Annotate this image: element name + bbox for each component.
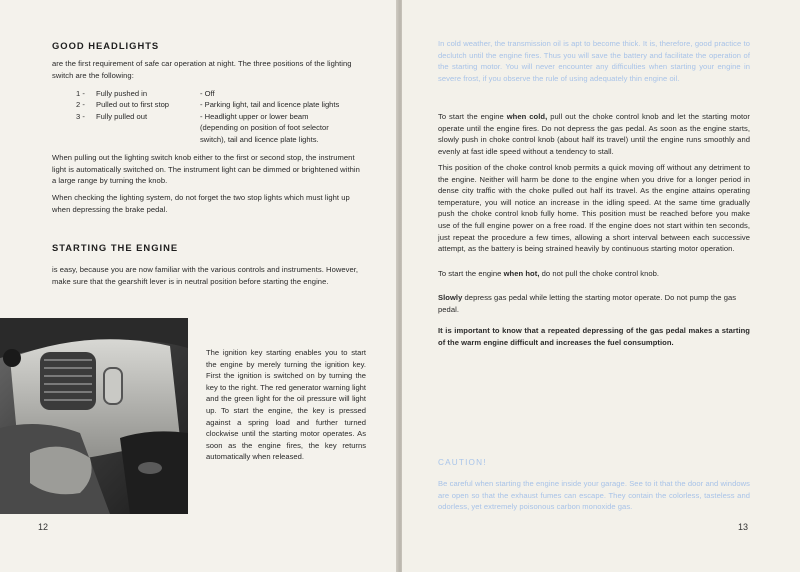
page-number-left: 12 (38, 522, 49, 532)
cold-start-prefix: To start the engine (438, 112, 507, 121)
hot-start-prefix: To start the engine (438, 269, 504, 278)
right-page (402, 0, 800, 572)
choke-paragraph: This position of the choke control knob permits a quick moving off without any detriment to the engine. Neither will harm be done to the engine when you drive for a longer period in dense city traffic with the choke pulled out half its travel. As the engine attains operating temperature, you will notice an increase in the idling speed. At the same time gradually push the choke control knob fully home. This position must be reached before you make use of the full engine power on a free road. If the engine does not start within ten seconds, just repeat the procedure a few times, allowing a short interval between each successive attempt, as the battery is being strained heavily by continuous starting motor operation. (438, 163, 750, 254)
switch-num: 3 - (76, 111, 85, 121)
warning-paragraph: It is important to know that a repeated depressing of the gas pedal makes a starting of the warm engine difficult and increases the fuel consumption. (438, 326, 750, 347)
hot-start-bold: when hot, (503, 269, 540, 278)
slowly-paragraph (438, 292, 750, 315)
slowly-bold: Slowly (438, 293, 463, 302)
dashboard-illustration (0, 318, 188, 514)
page-number-right: 13 (738, 522, 749, 532)
switch-desc: Fully pushed in (96, 89, 148, 98)
photo-caption: The ignition key starting enables you to start the engine by merely turning the ignition key. First the ignition is switched on by turning the key to the right. The red generator warning light and the green light for the oil pressure will light up. To start the engine, the key is pressed against a spring load and further turned clockwise until the starting motor operates. As soon as the engine fires, the key returns automatically when released. (206, 348, 366, 462)
switch-num: 1 - (76, 89, 85, 98)
left-page (0, 0, 398, 572)
switch-desc: Fully pulled out (96, 111, 148, 121)
switch-result: - Parking light, tail and licence plate lights (200, 100, 340, 110)
instrument-light-text: When pulling out the lighting switch knob either to the first or second stop, the instrument light is automatically switched on. The instrument light can be dimmed or brightened within a large range by turning the knob. (52, 153, 360, 186)
slowly-rest: depress gas pedal while letting the starting motor operate. Do not pump the gas pedal. (438, 293, 737, 314)
headlights-heading: GOOD HEADLIGHTS (52, 40, 160, 51)
stop-lights-text: When checking the lighting system, do not forget the two stop lights which must light up when depressing the brake pedal. (52, 193, 350, 214)
dashboard-photo (0, 318, 188, 514)
caution-title: CAUTION! (438, 458, 487, 467)
switch-result: - Off (200, 89, 215, 98)
switch-num: 2 - (76, 100, 85, 110)
cold-start-rest: pull out the choke control knob and let the starting motor operate until the engine fires. Do not depress the gas pedal. As soon as the engine starts, slowly push in choke control knob (about half its travel) until the engine runs smoothly and evenly at fast idle speed without a tendency to stall. (438, 112, 750, 156)
cold-start-bold: when cold, (506, 112, 548, 121)
hot-start-rest: do not pull the choke control knob. (539, 269, 660, 278)
hot-start-paragraph (438, 268, 750, 280)
cold-weather-note: In cold weather, the transmission oil is apt to become thick. It is, therefore, good practice to declutch until the engine fires. Thus you will save the battery and facilitate the operation of the starting motor. You will never encounter any difficulties when starting your engine in severe frost, if you observe the rule of using adequately thin engine oil. (438, 39, 750, 83)
starting-intro: is easy, because you are now familiar with the various controls and instruments. However, make sure that the gearshift lever is in neutral position before starting the engine. (52, 265, 359, 286)
caution-text: Be careful when starting the engine inside your garage. See to it that the door and windows are open so that the exhaust fumes can escape. They contain the colorless, tasteless and odorless, yet extremely poisonous carbon monoxide gas. (438, 479, 750, 512)
headlights-intro: are the first requirement of safe car operation at night. The three positions of the lighting switch are the following: (52, 59, 352, 80)
cold-start-paragraph (438, 111, 750, 157)
starting-heading: STARTING THE ENGINE (52, 242, 179, 253)
switch-result: - Headlight upper or lower beam (depending on position of foot selector switch), tail and licence plate lights. (200, 111, 329, 144)
switch-desc: Pulled out to first stop (96, 100, 170, 110)
